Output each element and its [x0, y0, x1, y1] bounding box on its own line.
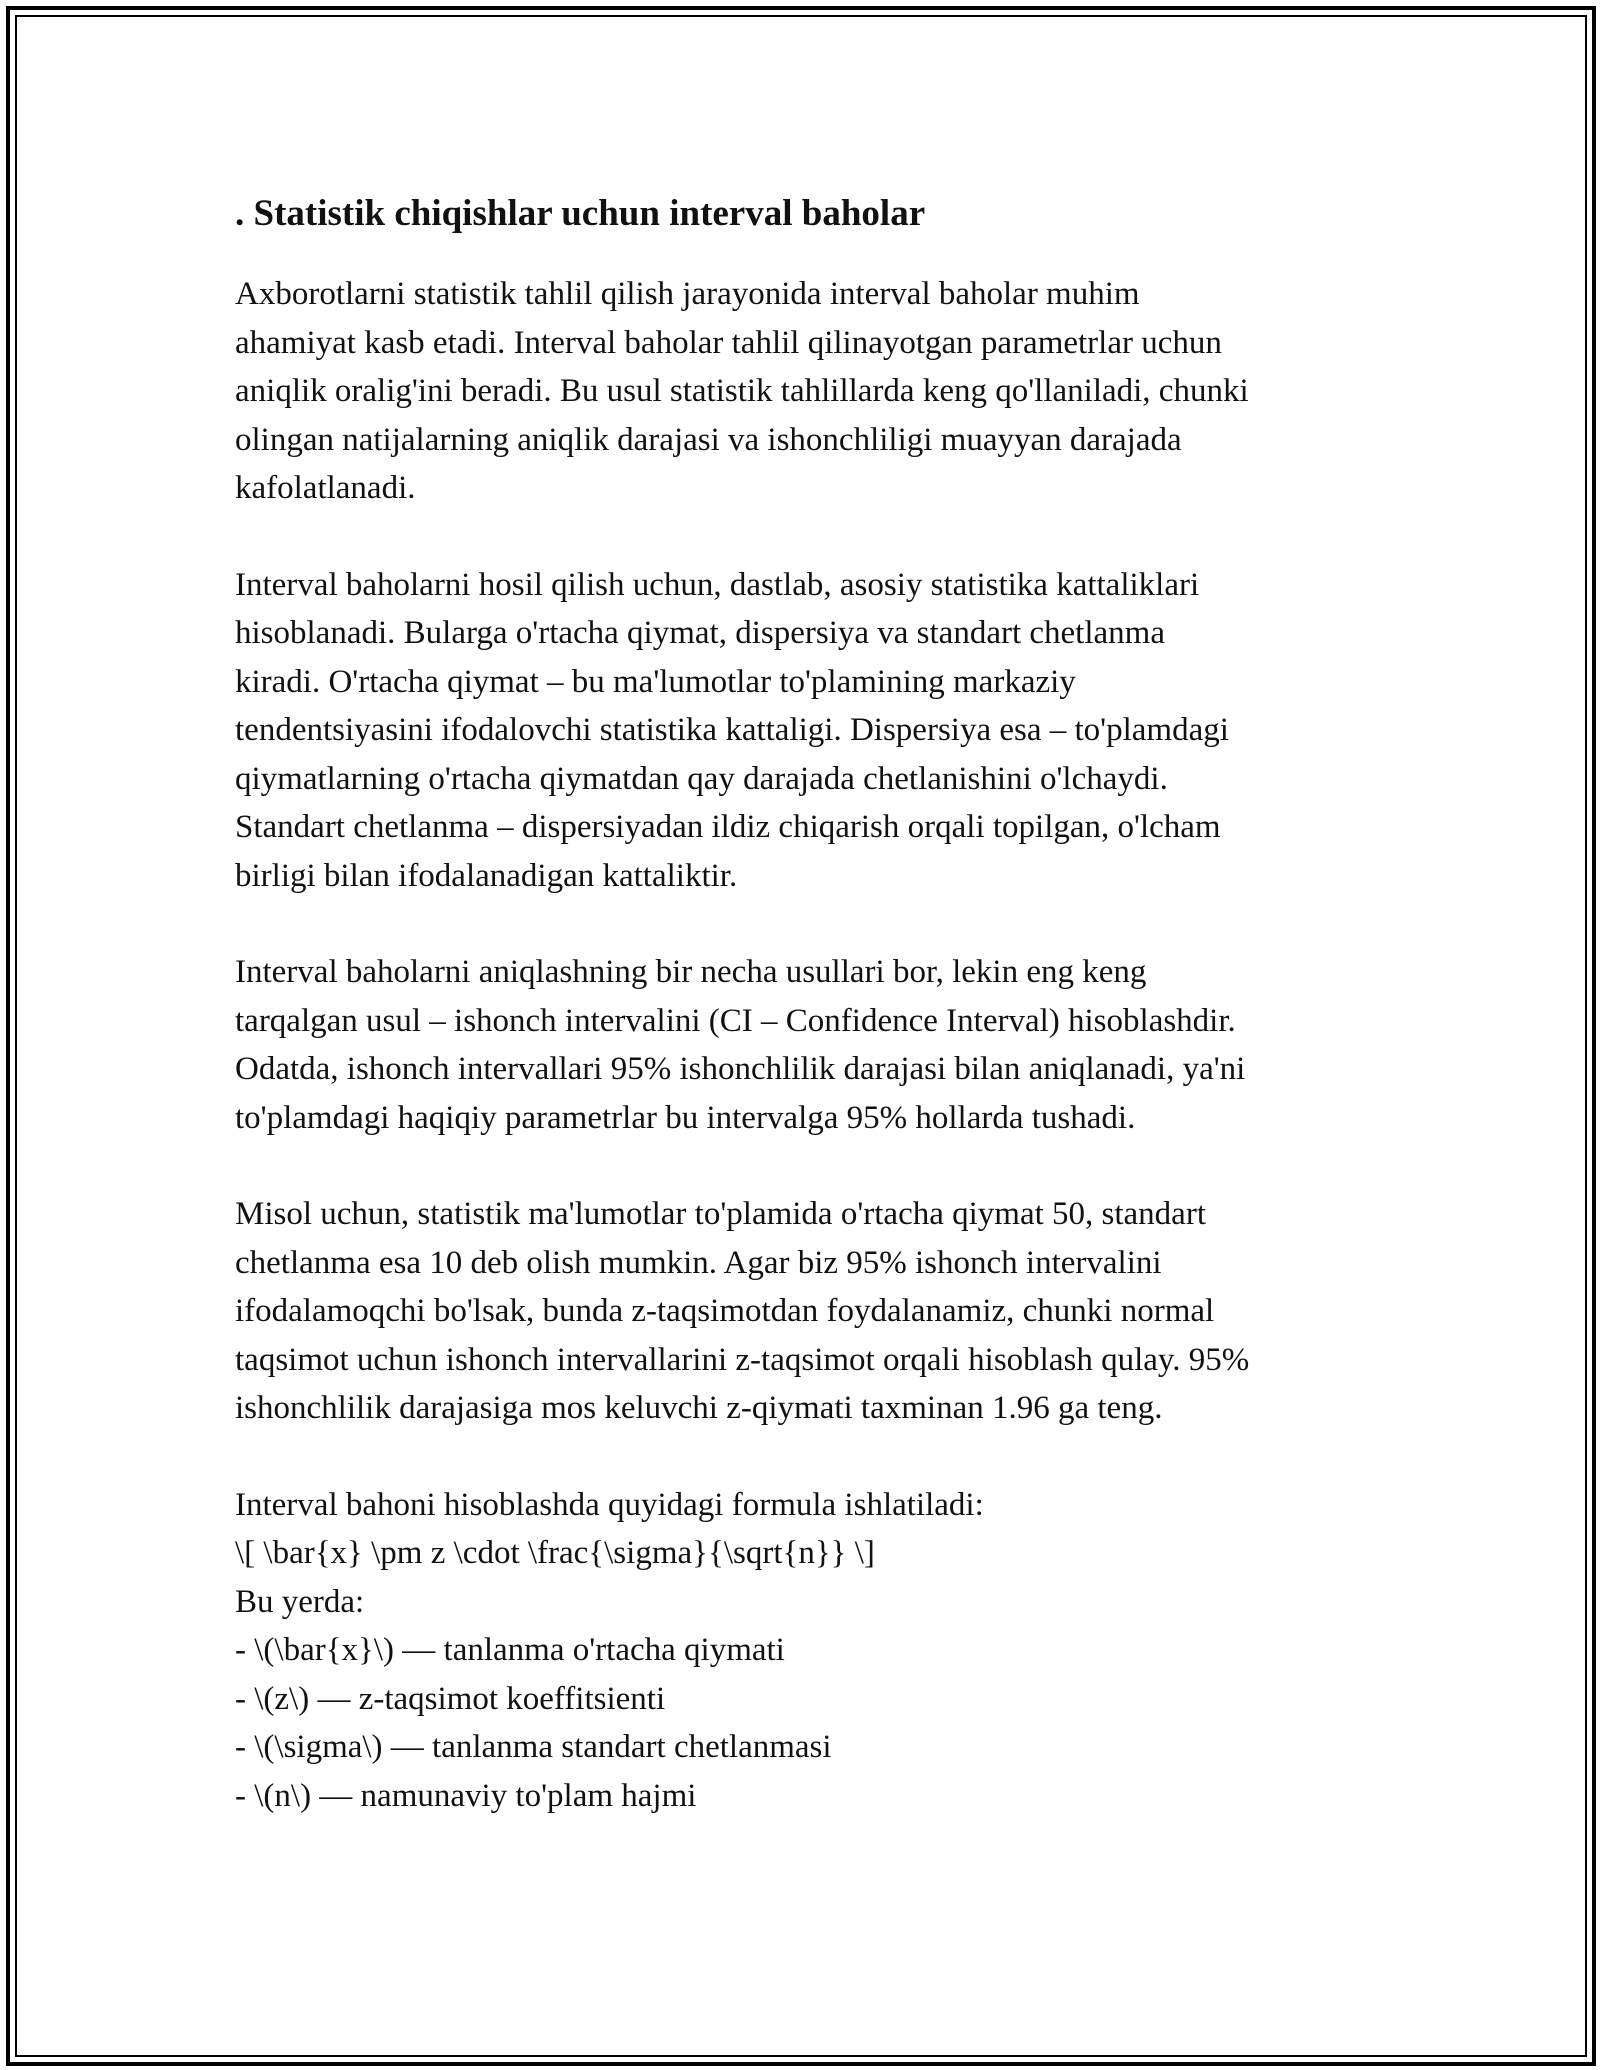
paragraph-intro [235, 270, 1375, 513]
text-line: ishonchlilik darajasiga mos keluvchi z-qiymati taxminan 1.96 ga teng. [235, 1390, 1163, 1426]
text-line: Standart chetlanma – dispersiyadan ildiz chiqarish orqali topilgan, o'lcham [235, 809, 1221, 845]
text-line: Bu yerda: [235, 1583, 365, 1620]
text-line: Odatda, ishonch intervallari 95% ishonchlilik darajasi bilan aniqlanadi, ya'ni [235, 1051, 1246, 1087]
text-line: to'plamdagi haqiqiy parametrlar bu intervalga 95% hollarda tushadi. [235, 1099, 1136, 1136]
text-line: aniqlik oralig'ini beradi. Bu usul statistik tahlillarda keng qo'llaniladi, chunki [235, 373, 1249, 409]
paragraph-formula [235, 1481, 1375, 1821]
text-line: Interval baholarni hosil qilish uchun, dastlab, asosiy statistika kattaliklari [235, 566, 1200, 603]
text-line: ahamiyat kasb etadi. Interval baholar tahlil qilinayotgan parametrlar uchun [235, 324, 1222, 361]
paragraph-example [235, 1190, 1375, 1433]
text-line: Interval bahoni hisoblashda quyidagi formula ishlatiladi: [235, 1486, 984, 1523]
document-title: . Statistik chiqishlar uchun interval baholar [235, 193, 926, 234]
list-item: - \(\sigma\) — tanlanma standart chetlanmasi [235, 1729, 832, 1765]
list-item: - \(n\) — namunaviy to'plam hajmi [235, 1777, 697, 1814]
text-line: taqsimot uchun ishonch intervallarini z-taqsimot orqali hisoblash qulay. 95% [235, 1341, 1250, 1378]
text-line: kiradi. O'rtacha qiymat – bu ma'lumotlar to'plamining markaziy [235, 663, 1076, 700]
paragraph-basic-statistics [235, 561, 1375, 901]
text-line: olingan natijalarning aniqlik darajasi va ishonchliligi muayyan darajada [235, 421, 1182, 458]
document-body [235, 186, 1375, 1868]
text-line: tendentsiyasini ifodalovchi statistika kattaligi. Dispersiya esa – to'plamdagi [235, 712, 1229, 748]
text-line: kafolatlanadi. [235, 470, 416, 506]
list-item: - \(\bar{x}\) — tanlanma o'rtacha qiymati [235, 1632, 785, 1668]
text-line: birligi bilan ifodalanadigan kattaliktir. [235, 857, 738, 894]
text-line: Interval baholarni aniqlashning bir necha usullari bor, lekin eng keng [235, 954, 1147, 990]
paragraph-confidence-interval [235, 948, 1375, 1142]
text-line: qiymatlarning o'rtacha qiymatdan qay darajada chetlanishini o'lchaydi. [235, 760, 1168, 797]
text-line: ifodalamoqchi bo'lsak, bunda z-taqsimotdan foydalanamiz, chunki normal [235, 1293, 1215, 1329]
text-line: Misol uchun, statistik ma'lumotlar to'plamida o'rtacha qiymat 50, standart [235, 1196, 1206, 1232]
formula-line: \[ \bar{x} \pm z \cdot \frac{\sigma}{\sqrt{n}} \] [235, 1535, 875, 1571]
text-line: Axborotlarni statistik tahlil qilish jarayonida interval baholar muhim [235, 276, 1140, 312]
text-line: tarqalgan usul – ishonch intervalini (CI – Confidence Interval) hisoblashdir. [235, 1002, 1236, 1039]
text-line: chetlanma esa 10 deb olish mumkin. Agar biz 95% ishonch intervalini [235, 1244, 1162, 1281]
text-line: hisoblanadi. Bularga o'rtacha qiymat, dispersiya va standart chetlanma [235, 615, 1165, 651]
list-item: - \(z\) — z-taqsimot koeffitsienti [235, 1680, 666, 1717]
